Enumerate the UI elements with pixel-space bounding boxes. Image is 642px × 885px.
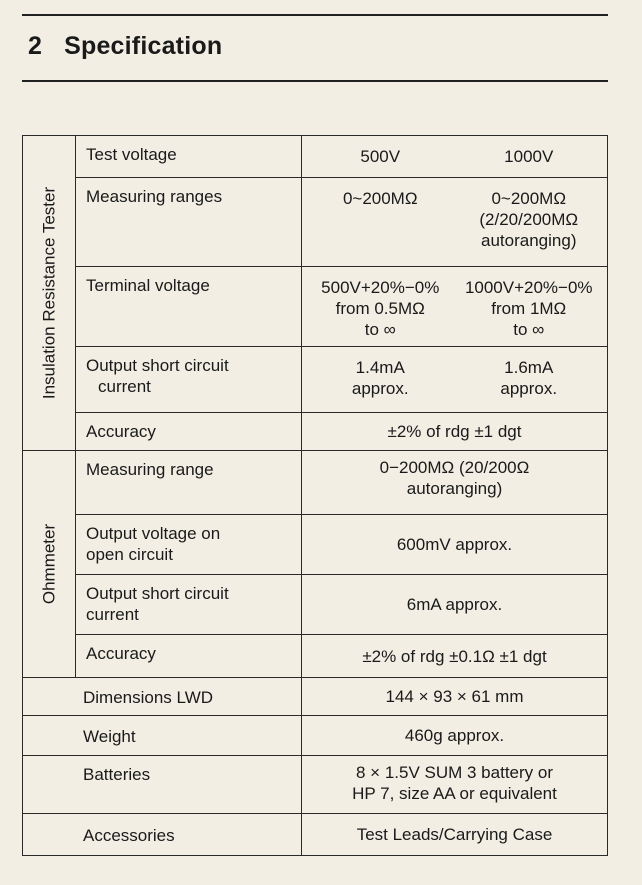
value-1000v — [455, 357, 604, 399]
value-1000v — [455, 277, 604, 340]
row-value: 600mV approx. — [302, 515, 608, 575]
row-value: 460g approx. — [302, 716, 608, 756]
value-500v: 0~200MΩ — [342, 189, 418, 208]
heading-rule — [22, 80, 608, 82]
specification-table — [22, 135, 608, 856]
row-value: Test Leads/Carrying Case — [302, 814, 608, 856]
section-title: Specification — [64, 32, 223, 60]
row-label: Weight — [23, 716, 302, 756]
table-row — [23, 678, 608, 716]
row-value — [302, 451, 608, 515]
table-row — [23, 178, 608, 267]
value-500v — [306, 277, 455, 340]
label-line: current — [86, 605, 139, 624]
row-value — [302, 178, 608, 267]
value-1000v: 1000V — [504, 147, 554, 166]
ohmmeter-group-cell — [23, 451, 76, 678]
value-line: to ∞ — [513, 320, 545, 339]
row-label: Terminal voltage — [76, 267, 302, 347]
row-value: 144 × 93 × 61 mm — [302, 678, 608, 716]
top-rule — [22, 14, 608, 16]
value-line: 1.6mA — [504, 358, 554, 377]
insulation-group-cell — [23, 136, 76, 451]
row-value: 6mA approx. — [302, 575, 608, 635]
table-row — [23, 716, 608, 756]
label-line: Output short circuit — [86, 356, 229, 375]
table-row — [23, 635, 608, 678]
row-value: ±2% of rdg ±1 dgt — [302, 413, 608, 451]
value-line: HP 7, size AA or equivalent — [352, 784, 557, 803]
row-label: Measuring range — [76, 451, 302, 515]
row-label: Accessories — [23, 814, 302, 856]
row-label: Measuring ranges — [76, 178, 302, 267]
value-line: approx. — [500, 379, 558, 398]
row-label: Batteries — [23, 756, 302, 814]
table-row — [23, 451, 608, 515]
insulation-group-label: Insulation Resistance Tester — [39, 186, 59, 400]
row-label: Dimensions LWD — [23, 678, 302, 716]
value-line: 0~200MΩ — [491, 189, 567, 208]
row-value — [302, 347, 608, 413]
table-row — [23, 756, 608, 814]
label-line: Output voltage on — [86, 524, 221, 543]
value-line: 0−200MΩ (20/200Ω — [379, 458, 530, 477]
row-value: ±2% of rdg ±0.1Ω ±1 dgt — [302, 635, 608, 678]
value-500v: 500V — [360, 147, 401, 166]
table-row — [23, 814, 608, 856]
value-line: from 0.5MΩ — [335, 299, 425, 318]
table-row — [23, 136, 608, 178]
table-row — [23, 267, 608, 347]
row-label: Accuracy — [76, 413, 302, 451]
value-line: approx. — [351, 379, 409, 398]
value-line: from 1MΩ — [491, 299, 567, 318]
row-value — [302, 267, 608, 347]
table-row — [23, 347, 608, 413]
value-line: to ∞ — [364, 320, 396, 339]
value-line: 8 × 1.5V SUM 3 battery or — [355, 763, 553, 782]
row-label — [76, 515, 302, 575]
row-label — [76, 575, 302, 635]
label-line: current — [98, 377, 151, 396]
row-label — [76, 347, 302, 413]
table-row — [23, 413, 608, 451]
row-label: Accuracy — [76, 635, 302, 678]
section-heading — [28, 32, 222, 61]
value-line: 1.4mA — [355, 358, 405, 377]
value-line: autoranging) — [481, 231, 577, 250]
row-value — [302, 136, 608, 178]
row-value — [302, 756, 608, 814]
ohmmeter-group-label: Ohmmeter — [39, 523, 59, 605]
value-line: (2/20/200MΩ — [479, 210, 579, 229]
label-line: Output short circuit — [86, 584, 229, 603]
table-row — [23, 515, 608, 575]
row-label: Test voltage — [76, 136, 302, 178]
value-500v — [306, 357, 455, 399]
value-line: 1000V+20%−0% — [464, 278, 593, 297]
label-line: open circuit — [86, 545, 173, 564]
table-row — [23, 575, 608, 635]
section-number: 2 — [28, 32, 43, 60]
value-line: autoranging) — [406, 479, 503, 498]
value-line: 500V+20%−0% — [321, 278, 440, 297]
value-1000v — [455, 188, 604, 251]
